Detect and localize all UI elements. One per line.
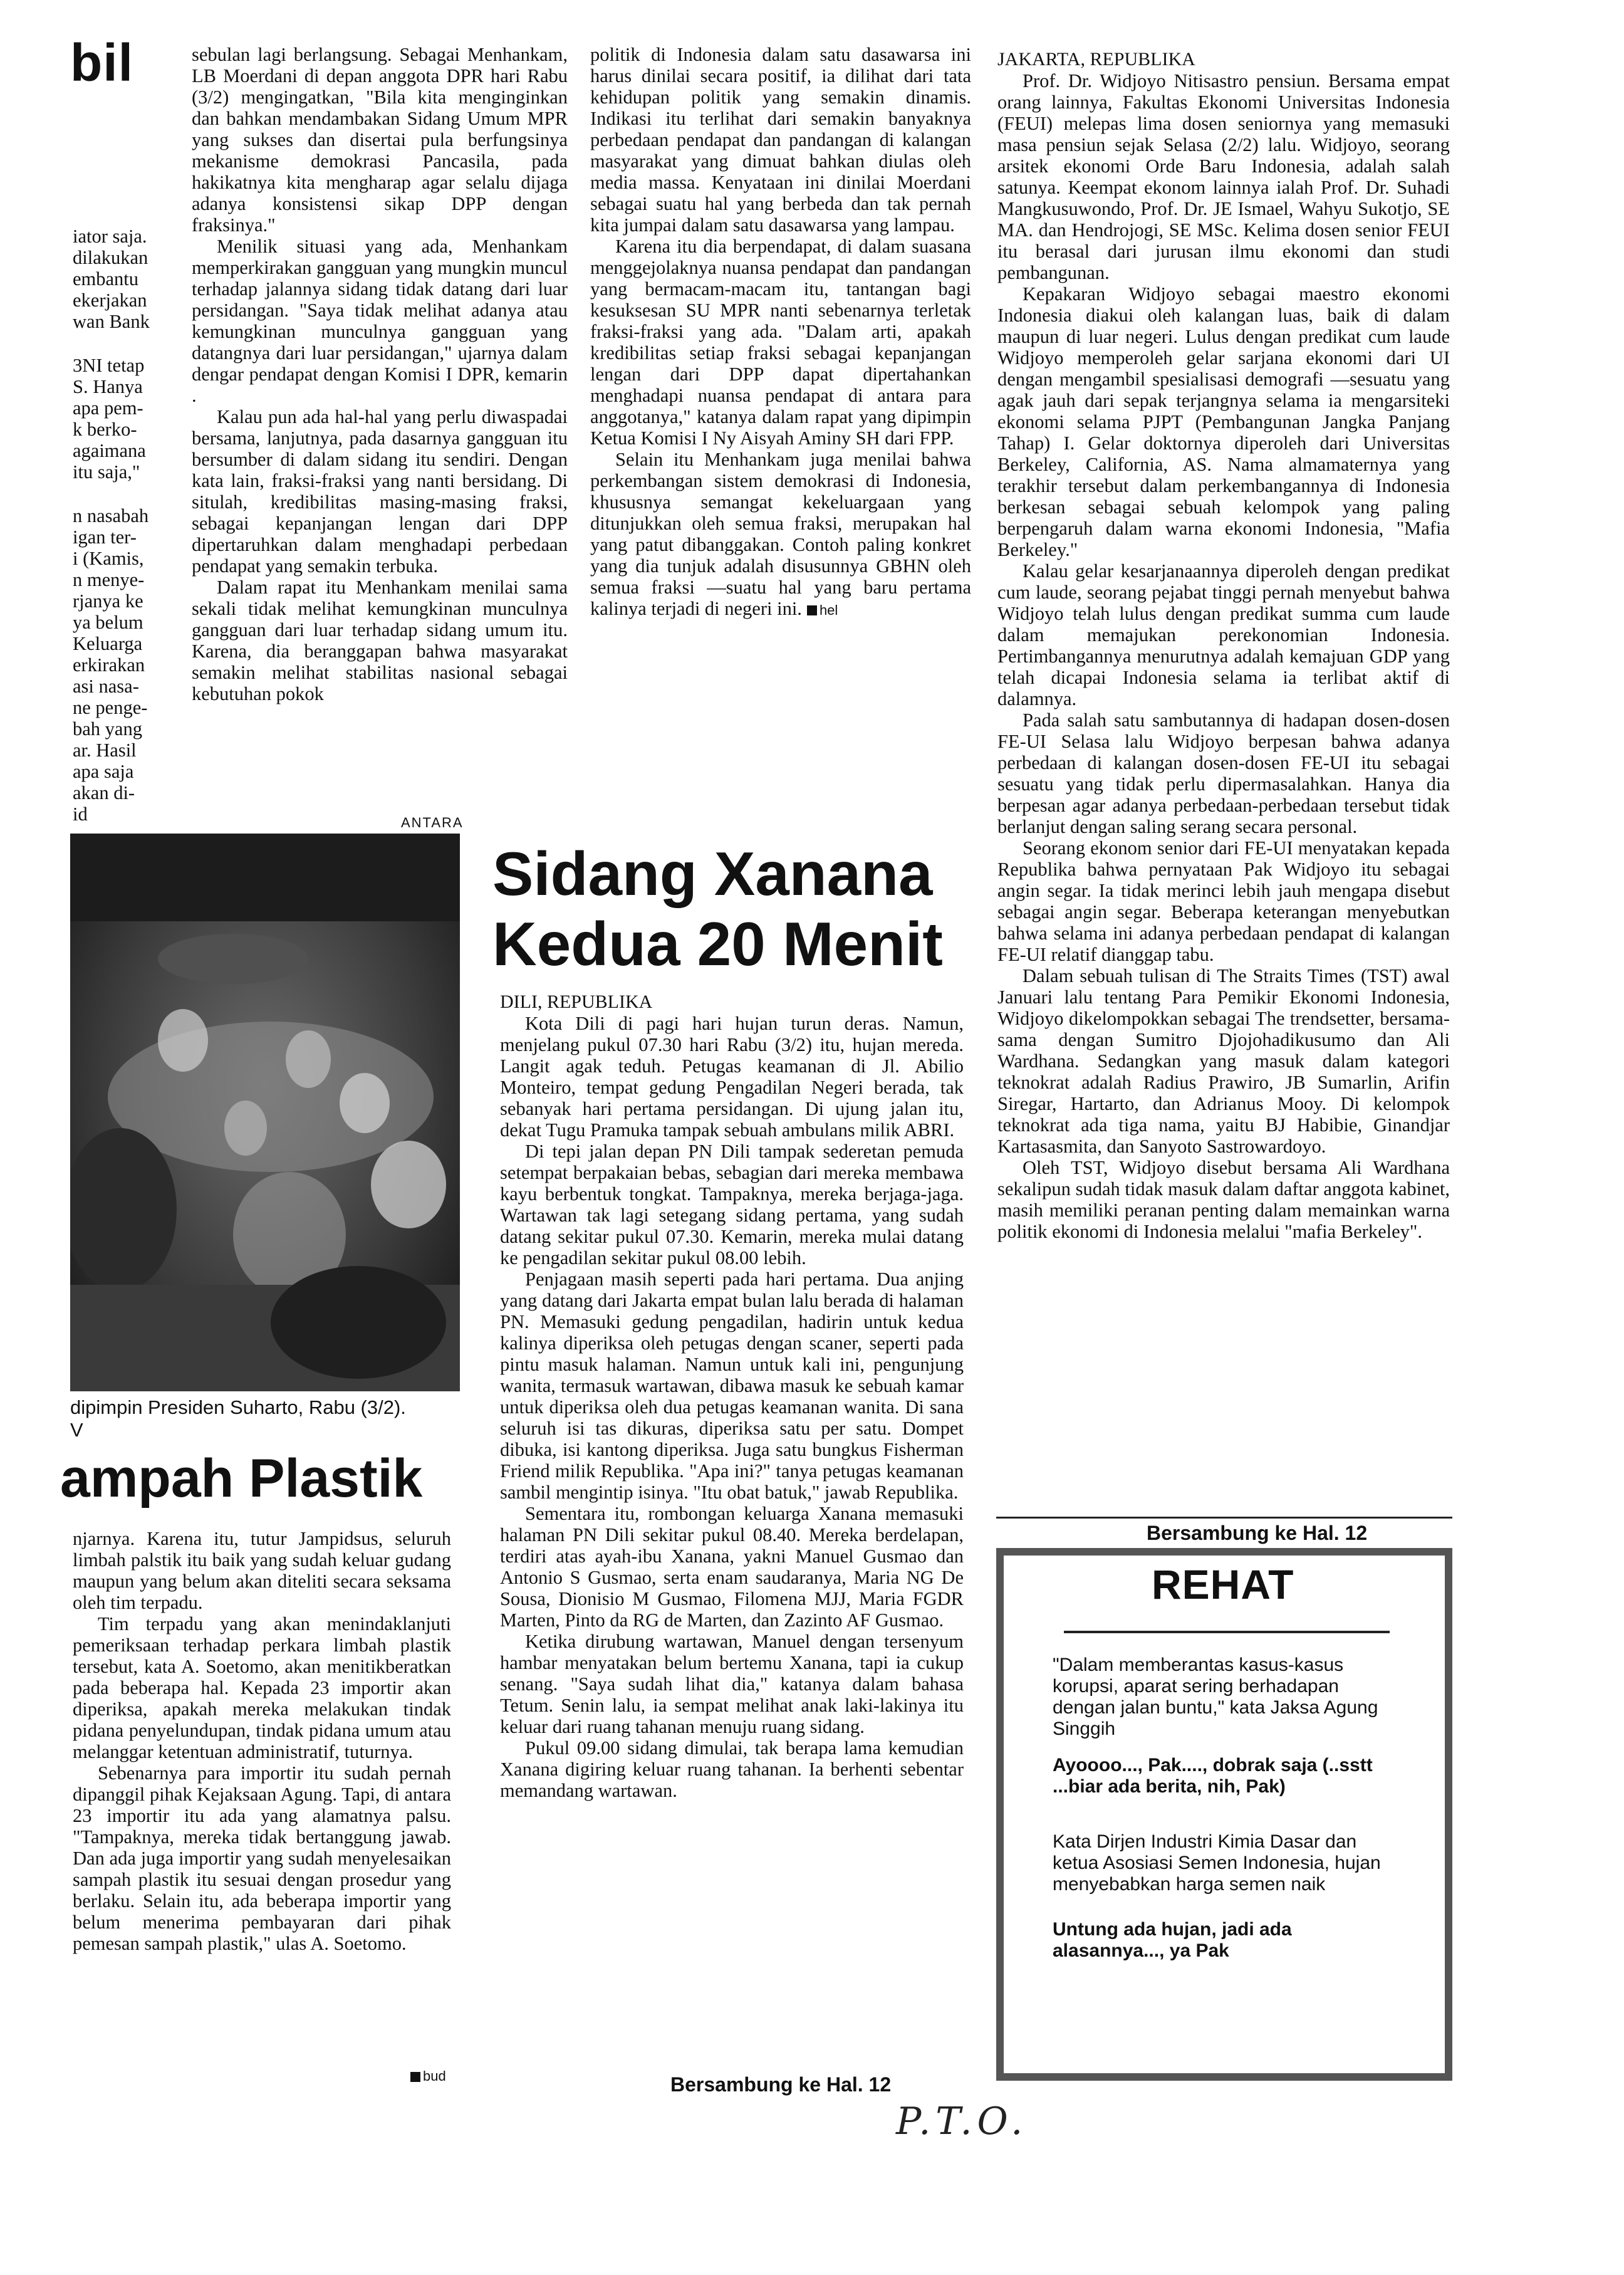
rehat-quote: "Dalam memberantas kasus-kasus korupsi, aparat sering berhadapan dengan jalan buntu," kata Jaksa Agung Singgih [1053, 1655, 1378, 1739]
dateline: DILI, REPUBLIKA [500, 991, 653, 1012]
headline-sampah-plastik: ampah Plastik [60, 1448, 423, 1509]
continued-label: Bersambung ke Hal. 12 [1147, 1522, 1368, 1544]
paragraph: Tim terpadu yang akan menindaklanjuti pemeriksaan terhadap perkara limbah plastik tersebut, kata A. Soetomo, akan menitikberatkan pada beberapa hal. Kepada 23 importir akan diperiksa, apakah mereka melakukan tindak pidana penyelundupan, tindak pidana umum atau melanggar ketentuan administratif, tuturnya. [73, 1613, 451, 1762]
sliver-line: S. Hanya [73, 376, 143, 397]
sliver-line: rjanya ke [73, 590, 143, 612]
paragraph: Karena itu dia berpendapat, di dalam suasana menggejolaknya nuansa pendapat dan pandangan yang bermacam-macam itu, tantangan bagi kesuksesan SU MPR nanti sebenarnya terletak fraksi-fraksi yang ada. "Dalam arti, apakah kredibilitas setiap fraksi sebagai kepanjangan lengan dari DPP dapat dipertahankan menghadapi nuansa pendapat di antara para anggotanya," katanya dalam rapat yang dipimpin Ketua Komisi I Ny Aisyah Aminy SH dari FPP. [590, 236, 971, 449]
sliver-line: wan Bank [73, 311, 150, 332]
paragraph-text: Selain itu Menhankam juga menilai bahwa perkembangan sistem demokrasi di Indonesia, khususnya semangat kekeluargaan yang ditunjukkan oleh semua fraksi, merupakan hal yang patut dibanggakan. Contoh paling konkret yang dia tunjuk adalah disusunnya GBHN oleh semua fraksi —suatu hal yang baru pertama kalinya terjadi di negeri ini. [590, 449, 971, 619]
paragraph: Di tepi jalan depan PN Dili tampak sederetan pemuda setempat berpakaian bebas, sebagian dari mereka membawa kayu berbentuk tongkat. Tampaknya, mereka berjaga-jaga. Wartawan tak lagi setegang sidang pertama, yang sudah datang sekitar pukul 07.30. Kemarin, mereka mulai datang ke pengadilan sekitar pukul 08.00 lebih. [500, 1141, 964, 1268]
article-moerdani-col2 [590, 44, 971, 621]
author-signature [410, 2068, 446, 2084]
sliver-line: n nasabah [73, 505, 149, 526]
caption-line: dipimpin Presiden Suharto, Rabu (3/2). [70, 1396, 406, 1418]
divider [996, 1517, 1452, 1519]
paragraph: Kepakaran Widjoyo sebagai maestro ekonomi Indonesia diakui oleh kalangan luas, baik di dalam maupun di luar negeri. Lulus dengan predikat cum laude Widjoyo memperoleh gelar sarjana ekonomi dari UI dengan mengambil spesialisasi demografi —sesuatu yang agak jauh dari sepak terjangnya selama ia mengarsiteki ekonomi selama PJPT (Pembangunan Jangka Panjang Tahap) I. Gelar doktornya diperoleh dari Universitas Berkeley, California, AS. Nama almamaternya yang terakhir tersebut dalam perkembangannya di Indonesia berkesan sebagai sebuah kelompok yang paling berpengaruh dalam warna ekonomi Indonesia, "Mafia Berkeley." [997, 283, 1450, 560]
paragraph: Sebenarnya para importir itu sudah pernah dipanggil pihak Kejaksaan Agung. Tapi, di antara 23 importir itu ada yang alamatnya palsu. "Tampaknya, mereka tidak bertanggung jawab. Dan ada juga importir yang sudah menyelesaikan sampah plastik itu sesuai dengan prosedur yang berlaku. Selain itu, ada beberapa importir yang belum menerima pembayaran dari pihak pemesan sampah plastik," ulas A. Soetomo. [73, 1762, 451, 1954]
sliver-line [73, 483, 167, 505]
headline-line: Sidang Xanana [492, 839, 933, 908]
end-mark-icon [807, 605, 817, 615]
paragraph: njarnya. Karena itu, tutur Jampidsus, seluruh limbah palstik itu baik yang sudah keluar gudang maupun yang belum akan diteliti secara seksama oleh tim terpadu. [73, 1528, 451, 1613]
sliver-line [73, 332, 167, 355]
rehat-quote: Kata Dirjen Industri Kimia Dasar dan ketua Asosiasi Semen Indonesia, hujan menyebabkan harga semen naik [1053, 1831, 1381, 1895]
sliver-line: akan di- [73, 782, 135, 803]
paragraph: Oleh TST, Widjoyo disebut bersama Ali Wardhana sekalipun sudah tidak masuk dalam daftar anggota kabinet, masih memiliki peranan penting dalam memainkan warna politik ekonomi di Indonesia melalui "mafia Berkeley". [997, 1157, 1450, 1242]
continued-label: Bersambung ke Hal. 12 [670, 2073, 892, 2096]
sliver-headline-fragment: bil [70, 33, 133, 92]
paragraph: Prof. Dr. Widjoyo Nitisastro pensiun. Bersama empat orang lainnya, Fakultas Ekonomi Universitas Indonesia (FEUI) melepas lima dosen seniornya yang memasuki masa pensiun sejak Selasa (2/2) lalu. Widjoyo, seorang arsitek ekonomi Orde Baru Indonesia, adalah salah satunya. Keempat ekonom lainnya ialah Prof. Dr. Suhadi Mangkusuwondo, Prof. Dr. JE Ismael, Wahyu Sukotjo, SE MA. dan Hendrojogi, SE MSc. Kelima dosen senior FEUI itu berasal dari jurusan ilmu ekonomi dan studi pembangunan. [997, 70, 1450, 283]
rehat-comment: Untung ada hujan, jadi ada alasannya..., ya Pak [1053, 1919, 1292, 1961]
photo-credit: ANTARA [401, 815, 464, 830]
sliver-line: Keluarga [73, 633, 143, 654]
sliver-line: itu saja," [73, 461, 140, 483]
sliver-line: agaimana [73, 440, 146, 461]
news-photo [70, 834, 460, 1391]
article-widjoyo [997, 49, 1450, 1242]
headline-sidang-xanana [492, 839, 943, 979]
sliver-line: embantu [73, 268, 139, 290]
sliver-column [73, 226, 167, 825]
sliver-line: erkirakan [73, 654, 145, 676]
rehat-box [996, 1548, 1452, 2081]
sliver-line: apa saja [73, 761, 134, 782]
paragraph: Penjagaan masih seperti pada hari pertama. Dua anjing yang datang dari Jakarta empat bulan lalu berada di halaman PN. Memasuki gedung pengadilan, hadirin untuk kedua kalinya diperiksa oleh petugas dengan scaner, seperti pada pintu masuk halaman. Namun untuk kali ini, pengunjung wanita, termasuk wartawan, dibawa masuk ke sebuah kamar untuk diperiksa oleh dua petugas keamanan wanita. Di sana seluruh isi tas dikuras, diperiksa satu per satu. Dompet dibuka, isi kantong diperiksa. Juga satu bungkus Fisherman Friend milik Republika. "Apa ini?" tanya petugas keamanan sambil mengintip isinya. "Itu obat batuk," jawab Republika. [500, 1268, 964, 1503]
sliver-line: n menye- [73, 569, 145, 590]
sliver-line: i (Kamis, [73, 548, 144, 569]
sliver-line: asi nasa- [73, 676, 139, 697]
sliver-line: ya belum [73, 612, 143, 633]
photo-caption [70, 1396, 471, 1441]
paragraph: Kota Dili di pagi hari hujan turun deras. Namun, menjelang pukul 07.30 hari Rabu (3/2) itu, hujan mereda. Langit agak teduh. Petugas keamanan di Jl. Abilio Monteiro, tempat gedung Pengadilan Negeri berada, tak sebanyak hari pertama persidangan. Di ujung jalan itu, dekat Tugu Pramuka tampak sebuah ambulans milik ABRI. [500, 1013, 964, 1141]
paragraph: Ketika dirubung wartawan, Manuel dengan tersenyum hambar menyatakan belum bertemu Xanana, tapi ia cukup senang. "Saya sudah lihat dia," katanya dalam bahasa Tetum. Senin lalu, ia sempat melihat anak laki-lakinya itu keluar dari ruang tahanan menuju ruang sidang. [500, 1631, 964, 1737]
paragraph: Kalau gelar kesarjanaannya diperoleh dengan predikat cum laude, seorang pejabat tinggi pernah menyebut bahwa Widjoyo telah lulus dengan predikat summa cum laude dalam memajukan perekonomian Indonesia. Pertimbangannya menurutnya adalah kemajuan GDP yang telah dicapai Indonesia selama ia terlibat aktif di dalamnya. [997, 560, 1450, 709]
end-mark-icon [410, 2072, 420, 2082]
paragraph: Pukul 09.00 sidang dimulai, tak berapa lama kemudian Xanana digiring keluar ruang tahanan. Ia berhenti sebentar memandang wartawan. [500, 1737, 964, 1801]
sliver-line: ekerjakan [73, 290, 147, 311]
paragraph: politik di Indonesia dalam satu dasawarsa ini harus dinilai secara positif, ia dilihat dari tata kehidupan politik yang semakin dinamis. Indikasi itu terlihat dari semakin banyaknya perbedaan pendapat dan pandangan di kalangan masyarakat yang dimuat bahkan diulas oleh media massa. Kenyataan ini dinilai Moerdani sebagai suatu hal yang berbeda dan tak pernah kita jumpai dalam satu dasawarsa yang lampau. [590, 44, 971, 236]
signature-text: bud [423, 2068, 446, 2084]
author-signature: hel [819, 602, 838, 618]
rehat-title: REHAT [1152, 1561, 1294, 1608]
paragraph: Dalam rapat itu Menhankam menilai sama sekali tidak melihat kemungkinan munculnya gangguan dari luar terhadap sidang umum itu. Karena, dia beranggapan bahwa masyarakat semakin melihat stabilitas nasional sebagai kebutuhan pokok [192, 577, 568, 704]
divider [1064, 1631, 1390, 1633]
sliver-line: dilakukan [73, 247, 148, 268]
caption-line: V [70, 1419, 83, 1441]
article-moerdani-col1 [192, 44, 568, 704]
sliver-line: bah yang [73, 718, 142, 740]
paragraph: Seorang ekonom senior dari FE-UI menyatakan kepada Republika bahwa pernyataan Pak Widjoyo itu sebagai angin segar. Ia tidak merinci lebih jauh mengapa disebut sebagai angin segar. Beberapa keterangan menyebutkan bahwa selama ini adanya perbedaan pendapat di kalangan FE-UI relatif dianggap tabu. [997, 837, 1450, 965]
paragraph: Menilik situasi yang ada, Menhankam memperkirakan gangguan yang mungkin muncul terhadap jalannya sidang tidak datang dari luar persidangan. "Saya tidak melihat adanya atau kemungkinan munculnya gangguan yang datangnya dari luar persidangan," ujarnya dalam dengar pendapat dengan Komisi I DPR, kemarin . [192, 236, 568, 406]
sliver-line: iator saja. [73, 226, 147, 247]
sliver-line: k berko- [73, 419, 137, 440]
paragraph: sebulan lagi berlangsung. Sebagai Menhankam, LB Moerdani di depan anggota DPR hari Rabu (3/2) mengingatkan, "Bila kita menginginkan dan bahkan mendambakan Sidang Umum MPR yang sukses dan disertai pula berfungsinya mekanisme demokrasi Pancasila, pada hakikatnya kita mengharap agar selalu dijaga adanya konsistensi sikap DPP dengan fraksinya." [192, 44, 568, 236]
sliver-line: id [73, 803, 88, 825]
headline-line: Kedua 20 Menit [492, 909, 943, 978]
photo-image [70, 834, 460, 1391]
dateline: JAKARTA, REPUBLIKA [997, 49, 1195, 70]
article-sidang-xanana [500, 991, 964, 1801]
paragraph: Sementara itu, rombongan keluarga Xanana memasuki halaman PN Dili sekitar pukul 08.40. Mereka berdelapan, terdiri atas ayah-ibu Xanana, yakni Manuel Gusmao dan Antonio S Gusmao, serta enam saudaranya, Maria NG De Sousa, Dionisio M Gusmao, Filomena MJJ, Maria FGDR Marten, Pinto da RG de Marten, dan Zazinto AF Gusmao. [500, 1503, 964, 1631]
sliver-line: igan ter- [73, 526, 137, 548]
article-sampah-plastik [73, 1528, 451, 1954]
paragraph [590, 449, 971, 621]
sliver-line: apa pem- [73, 397, 143, 419]
handwritten-note: P.T.O. [896, 2100, 1028, 2143]
paragraph: Dalam sebuah tulisan di The Straits Times (TST) awal Januari lalu tentang Para Pemikir Ekonomi Indonesia, Widjoyo dikelompokkan sebagai The trendsetter, bersama-sama dengan Sumitro Djojohadikusumo dan Ali Wardhana. Sedangkan yang masuk dalam kategori teknokrat adalah Radius Prawiro, JB Sumarlin, Arifin Siregar, Hartarto, dan Adrianus Mooy. Di kelompok teknokrat ada tiga nama, yaitu BJ Habibie, Ginandjar Kartasasmita, dan Sanyoto Sastrowardoyo. [997, 965, 1450, 1157]
paragraph: Kalau pun ada hal-hal yang perlu diwaspadai bersama, lanjutnya, pada dasarnya gangguan itu bersumber di dalam sidang itu sendiri. Dengan kata lain, fraksi-fraksi yang nanti bersidang. Di situlah, kredibilitas masing-masing fraksi, sebagai kepanjangan lengan dari DPP dipertaruhkan dalam menghadapi perbedaan pendapat yang semakin terbuka. [192, 406, 568, 577]
sliver-line: ar. Hasil [73, 740, 137, 761]
rehat-comment: Ayoooo..., Pak...., dobrak saja (..sstt ...biar ada berita, nih, Pak) [1053, 1755, 1373, 1797]
paragraph: Pada salah satu sambutannya di hadapan dosen-dosen FE-UI Selasa lalu Widjoyo berpesan bahwa adanya perbedaan di kalangan dosen-dosen FE-UI itu sebagai sesuatu yang tidak perlu dipermasalahkan. Hanya dia berpesan agar adanya perbedaan-perbedaan tersebut tidak berlanjut dengan saling serang secara personal. [997, 709, 1450, 837]
sliver-line: 3NI tetap [73, 355, 145, 376]
sliver-line: ne penge- [73, 697, 148, 718]
